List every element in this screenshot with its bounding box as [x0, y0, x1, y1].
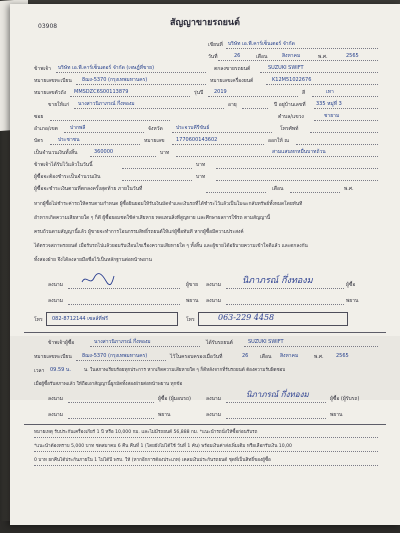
receipt-plate: 8ฌง-5370 (กรุงเทพมหานคร): [82, 353, 148, 359]
remaining-unit: บาท: [196, 174, 206, 180]
receipt-sign-label-2: ลงนาม: [206, 396, 222, 402]
witness-role-2: พยาน: [346, 298, 359, 304]
car-brand: SUZUKI SWIFT: [268, 65, 304, 71]
buyer-phone-label: โทร: [186, 317, 195, 323]
contract-paper: [10, 4, 400, 525]
price-unit: บาท: [160, 150, 170, 156]
district: ปากพลี: [70, 125, 86, 131]
engine-label: หมายเลขเครื่องยนต์: [210, 78, 254, 84]
receipt-label: ข้าพเจ้าผู้ซื้อ: [48, 340, 75, 346]
model-year: 2019: [214, 89, 227, 95]
subdistrict-label: ตำบล/แขวง: [278, 114, 304, 120]
seller-signature-mark: [80, 272, 116, 286]
note-line-1: หมายเหตุ รับประกันเครื่องเกียร์ 1 ปี หรือ 10,000 กม. และไม่มีรถยนต์ 56,888 กม. *แนะนำรถนั่งให้ซื้อก่อนรับรถ: [34, 430, 258, 435]
term-line-1: หากผู้ซื้อไม่ชำระค่ารถให้ครบตามกำหนด ผู้ซื้อยินยอมให้รับเงินมัดจำและเงินรถที่ได้ชำระไว้แล้วเป็นโมฆะกลับทรัพย์ทั้งหมดโดยทันที: [34, 202, 303, 207]
sign-label-buyer: ลงนาม: [206, 282, 222, 288]
receipt-car-label: ได้รับรถยนต์: [206, 340, 233, 346]
district-label: อำเภอ/เขต: [34, 126, 58, 132]
subdistrict: ชายาม: [324, 113, 340, 119]
receipt-role-1: ผู้ซื้อ (ผู้มอบรถ): [158, 396, 191, 402]
id-label: หมายเลข: [144, 138, 165, 144]
paid-unit: บาท: [196, 162, 206, 168]
province: ประจวบคีรีขันธ์: [176, 125, 210, 131]
written-at-value: บริษัท เอ.พี.คาร์เซ็นเตอร์ จำกัด: [228, 41, 295, 47]
issued-label: ออกให้ ณ: [268, 138, 289, 144]
date-day: 26: [234, 53, 241, 59]
address-no-label: ปี อยู่บ้านเลขที่: [274, 102, 306, 108]
term-line-4: ได้ตรวจสภาพรถยนต์ เมื่อรับรถไปแล้วยอมรับเงื่อนไขเรื่องความเสียหายใด ๆ ทั้งสิ้น และผู้ขายได้อธิบายความเข้าใจดีแล้ว และตกลงกัน: [34, 244, 308, 249]
term-line-3: ครบถ้วนตามสัญญานี้แล้ว ผู้ขายจะทำการโอนกรรมสิทธิ์รถยนต์ให้แก่ผู้ซื้อทันที หากผู้ซื้อมีความประสงค์: [34, 230, 244, 235]
due-label: ผู้ซื้อจะชำระเงินตามที่ตกลงครั้งสุดท้าย ภายในวันที่: [34, 186, 143, 192]
seller-name: บริษัท เอ.พี.คาร์เซ็นเตอร์ จำกัด (เจษฎ์ที่ขาย): [58, 65, 155, 71]
car-brand-label: ตกลงขายรถยนต์: [214, 66, 251, 72]
receipt-day: 26: [242, 353, 249, 359]
price-words: สามแสนหกหมื่นบาทถ้วน: [272, 149, 326, 155]
receipt-role-2: ผู้ซื้อ (ผู้รับรถ): [330, 396, 360, 402]
price-amount: 360000: [94, 149, 114, 155]
note-line-3: 0 บาท ยกคืนได้ประกันภายใน 1 ไม่ได้ปี พรบ. ให้ (หากอีกการต้องประเภท) เคลมเงินประกันรถยนต์ ชุดที่เป็นสิทธิ์ของผู้ซื้อ: [34, 458, 271, 463]
province-label: จังหวัด: [148, 126, 163, 132]
receipt-sign-label-1: ลงนาม: [48, 396, 64, 402]
receipt-witness-1: พยาน: [158, 412, 171, 418]
remaining-label: ผู้ซื้อจะต้องชำระเป็นจำนวนเงิน: [34, 174, 101, 180]
receipt-sign-label-4: ลงนาม: [206, 412, 222, 418]
chassis-label: หมายเลขตัวถัง: [34, 90, 67, 96]
date-label: วันที่: [208, 54, 218, 60]
receipt-clause-2: เมื่อผู้ซื้อรับสภาพแล้ว ให้ถือเอาสัญญานี้ผูกมัดทั้งสองฝ่ายต่อหน้าพยาน ทุกข้อ: [34, 382, 183, 387]
doc-number: 03908: [38, 23, 58, 30]
sign-label-witness-1: ลงนาม: [48, 298, 64, 304]
paid-label: ข้าพเจ้าได้รับไว้แล้วในวันนี้: [34, 162, 93, 168]
age-label: อายุ: [228, 102, 237, 108]
engine-value: K12M51022676: [272, 77, 312, 83]
nation-label: บัตร: [34, 138, 44, 144]
seller-role: ผู้ขาย: [186, 282, 199, 288]
price-label: เป็นจำนวนเงินทั้งสิ้น: [34, 150, 78, 156]
nation: ประชาชน: [58, 137, 80, 143]
sign-label-seller: ลงนาม: [48, 282, 64, 288]
receipt-month: สิงหาคม: [280, 353, 299, 359]
receipt-signature: นิภาภรณ์ กึ่งทองม: [246, 390, 309, 399]
month-label: เดือน: [256, 54, 268, 60]
id-number: 1770600143602: [176, 137, 218, 143]
color-label: สี: [302, 90, 306, 96]
receipt-plate-label: หมายเลขทะเบียน: [34, 354, 72, 360]
date-year: 2565: [346, 53, 359, 59]
seller-label: ข้าพเจ้า: [34, 66, 51, 72]
date-month: สิงหาคม: [282, 53, 301, 59]
road-label: ซอย: [34, 114, 44, 120]
buyer-label: ขายให้แก่: [48, 102, 70, 108]
color-value: เทา: [326, 89, 334, 95]
address-no: 335 หมู่ที่ 3: [316, 101, 342, 107]
receipt-buyer-name: นางสาวนิภาภรณ์ กึ่งทองม: [94, 339, 151, 345]
plate-value: 8ฌง-5370 (กรุงเทพมหานคร): [82, 77, 148, 83]
year-label: พ.ศ.: [318, 54, 328, 60]
model-year-label: รุ่นปี: [194, 90, 204, 96]
note-line-2: *แนะนำต้องทราบ 5,000 บาท ชดสมาคม 6 คืน คืนที่ 1 (โดยยังไม่ได้ใช้ วันที่ 1 คัน) พร้อมเงินค่าส่งเพิ่มเติม หรือเลือกรับเงิน 10,00: [34, 444, 292, 449]
receipt-time: 09.59 น.: [50, 367, 71, 373]
buyer-name: นางสาวนิภาภรณ์ กึ่งทองม: [78, 101, 135, 107]
term-line-2: อำหากเกิดความเสียหายใด ๆ ก็ดี ผู้ซื้อยอมชดใช้ค่าเสียหาย ทดแทนสิ่งที่สูญหาย และศึกษาผลการใช้รถ ตามสัญญานี้: [34, 216, 271, 221]
receipt-witness-2: พยาน: [330, 412, 343, 418]
receipt-year-label: พ.ศ.: [314, 354, 324, 360]
written-at-label: เขียนที่: [208, 42, 223, 48]
due-year-label: พ.ศ.: [344, 186, 354, 192]
sign-label-witness-2: ลงนาม: [206, 298, 222, 304]
receipt-car: SUZUKI SWIFT: [248, 339, 284, 345]
seller-phone: 082-8712144 เซลล์ที่ฟรี: [52, 316, 108, 322]
receipt-month-label: เดือน: [260, 354, 272, 360]
page-title: สัญญาขายรถยนต์: [170, 18, 240, 28]
receipt-clause: น. ในสภาพเรียบร้อยทุกประการ หากเกิดความเสียหายใด ๆ ก็ดีหลังจากที่รับรถยนต์ ต้องความรับผิดชอบ: [84, 368, 286, 373]
receipt-date-text: ไว้ในครอบครองเมื่อวันที่: [170, 354, 223, 360]
witness-role-1: พยาน: [186, 298, 199, 304]
plate-label: หมายเลขทะเบียน: [34, 78, 72, 84]
term-line-5: ทั้งสองฝ่าย จึงได้ลงลายมือชื่อไว้เป็นหลักฐานต่อหน้าพยาน: [34, 258, 152, 263]
receipt-year: 2565: [336, 353, 349, 359]
phone-label: โทรศัพท์: [280, 126, 299, 132]
receipt-sign-label-3: ลงนาม: [48, 412, 64, 418]
buyer-phone: 063-229 4458: [218, 313, 275, 322]
chassis-value: MMSDZC6S00113879: [74, 89, 129, 95]
buyer-signature: นิภาภรณ์ กึ่งทองม: [242, 276, 313, 286]
seller-phone-label: โทร: [34, 317, 43, 323]
buyer-role: ผู้ซื้อ: [346, 282, 356, 288]
receipt-time-label: เวลา: [34, 368, 45, 374]
due-month-label: เดือน: [272, 186, 284, 192]
